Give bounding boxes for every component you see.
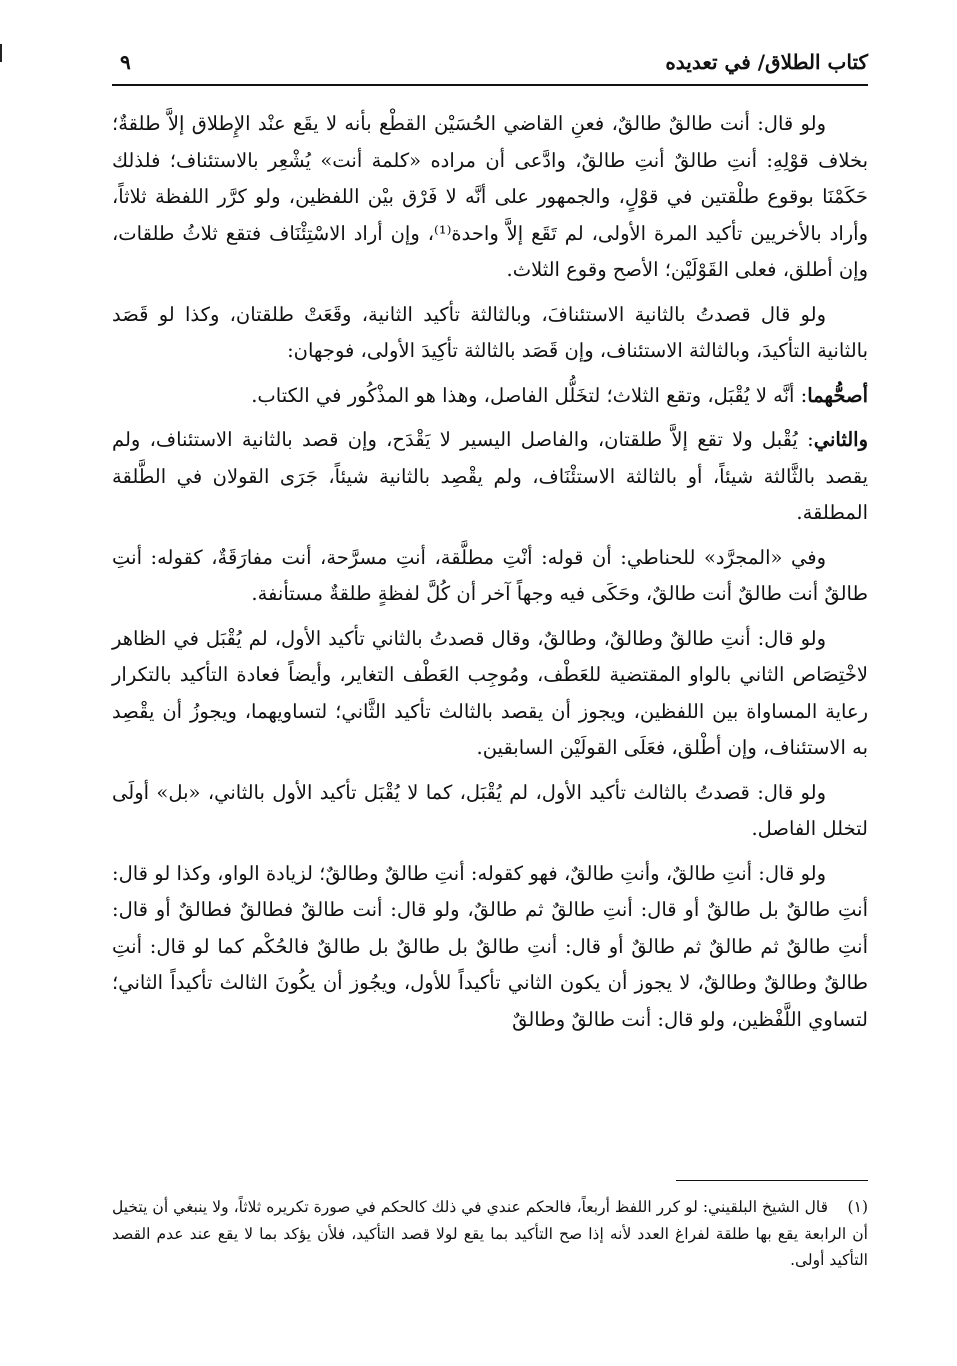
paragraph-1 (112, 106, 868, 289)
running-head: كتاب الطلاق/ في تعديده (665, 50, 868, 74)
paragraph-6 (112, 621, 868, 767)
paragraph-7 (112, 775, 868, 848)
paragraph-text: ولو قال: أنتِ طالقٌ، وأنتِ طالقٌ، فهو كقوله: أنتِ طالقٌ وطالقٌ؛ لزيادة الواو، وكذا لو قال: أنتِ طالقٌ بل طالقٌ أو قال: أنتِ طالقٌ ثم طالقٌ، ولو قال: أنت طالقٌ فطالقٌ فطالقٌ أو قال: أنتِ طالقٌ ثم طالقٌ ثم طالقٌ أو قال: أنتِ طالقٌ بل طالقٌ بل طالقٌ فالحُكْم كما لو قال: أنتِ طالقٌ وطالقٌ وطالقٌ، لا يجوز أن يكون الثاني تأكيداً للأول، ويجُوز أن يكُونَ الثالث تأكيداً الثاني؛ لتساوي اللَّفْظين، ولو قال: أنت طالقٌ وطالقٌ (112, 861, 868, 1031)
paragraph-3 (112, 378, 868, 415)
paragraph-8 (112, 856, 868, 1039)
footnote-text: قال الشيخ البلقيني: لو كرر اللفظ أربعاً، فالحكم عندي في ذلك كالحكم في صورة تكريره ثلاثاً، ولا ينبغي أن يتخيل أن الرابعة يقع بها طلقة لفراغ العدد لأنه إذا صح التأكيد بما يقع لولا قصد التأكيد، فلأن يؤكد بما لا يقع عند عدم القصد التأكيد أولى. (112, 1198, 868, 1269)
page-header (112, 44, 868, 86)
page-number: ٩ (120, 50, 131, 74)
paragraph-text: وفي «المجرَّد» للحناطي: أن قوله: أنْتِ مطلَّقة، أنتِ مسرَّحة، أنت مفارَقَةٌ، كقوله: أنتِ طالقٌ أنت طالقٌ أنت طالقٌ، وحَكَى فيه وجهاً آخر أن كُلَّ لفظةٍ طلقةٌ مستأنفة. (112, 545, 868, 605)
paragraph-4 (112, 422, 868, 532)
footnote-item (112, 1194, 868, 1274)
paragraph-text: ولو قال: أنت طالقٌ طالقٌ، فعنِ القاضي الحُسَيْن القطْع بأنه لا يقَع عنْد الإِطلاق إلاَّ طلقةٌ؛ بخلاف قوْلِهِ: أنتِ طالقٌ أنتِ طالقٌ، وادَّعى أن مراده «كلمة أنت» يُشْعِر بالاستئناف؛ فلذلك حَكَمْنَا بوقوع طلْقتين في قوْلٍ، والجمهور على أنَّه لا فَرْق بيْن اللفظين، ولو كرَّر اللفظة ثلاثاً، وأراد بالأخريين تأكيد المرة الأولى، لم تَقَع إلاَّ واحدة⁽¹⁾، وإن أراد الاسْتِئْنَاف فتقع ثلاثُ طلقات، وإن أطلق، فعلى القَوْلَيْن؛ الأصح وقوع الثلاث. (112, 112, 868, 281)
paragraph-text: ولو قال: قصدتُ بالثالث تأكيد الأول، لم يُقْبَل، كما لا يُقْبَل تأكيد الأول بالثاني، «بل» أولَى لتخلل الفاصل. (112, 780, 868, 840)
paragraph-lead: والثاني (813, 428, 868, 451)
footnote-mark: (١) (847, 1198, 868, 1216)
footnotes (112, 1194, 868, 1274)
paragraph-2 (112, 297, 868, 370)
scan-edge-mark (0, 44, 2, 62)
paragraph-text: ولو قال قصدتُ بالثانية الاستئنافَ، وبالثالثة تأكيد الثانية، وقَعَتْ طلقتان، وكذا لو قَصَد بالثانية التأكيدَ، وبالثالثة الاستئناف، وإن قَصَد بالثالثة تأكِيدَ الأولى، فوجهان: (112, 302, 868, 362)
paragraph-text: : أنَّه لا يُقْبَل، وتقع الثلاث؛ لتخَلُّل الفاصل، وهذا هو المذْكُور في الكتاب. (251, 383, 808, 407)
footnote-separator (676, 1180, 868, 1181)
paragraph-lead: أصحُّهما (807, 383, 868, 407)
paragraph-text: : يُقْبل ولا تقع إلاَّ طلقتان، والفاصل اليسير لا يَقْدَح، وإن قصد بالثانية الاستئناف، ولم يقصد بالثَّالثة شيئاً، أو بالثالثة الاستئْنَاف، ولم يقْصِد بالثانية شيئاً، جَرَى القولان في الطَّلقة المطلقة. (112, 428, 868, 524)
main-text (112, 106, 868, 1038)
paragraph-5 (112, 540, 868, 613)
paragraph-text: ولو قال: أنتِ طالقٌ وطالقٌ، وطالقٌ، وقال قصدتُ بالثاني تأكيد الأول، لم يُقْبَل في الظاهر لاخْتِصَاص الثاني بالواو المقتضية للعَطْف، ومُوجِب العَطْف التغاير، وأيضاً فعادة التأكيد بالتكرار رعاية المساواة بين اللفظين، ويجوز أن يقصد بالثالث تأكيد الثَّاني؛ لتساويهما، ويجوزُ أن يقْصِد به الاستئناف، وإن أطْلق، فعَلَى القولَيْن السابقين. (112, 626, 868, 759)
